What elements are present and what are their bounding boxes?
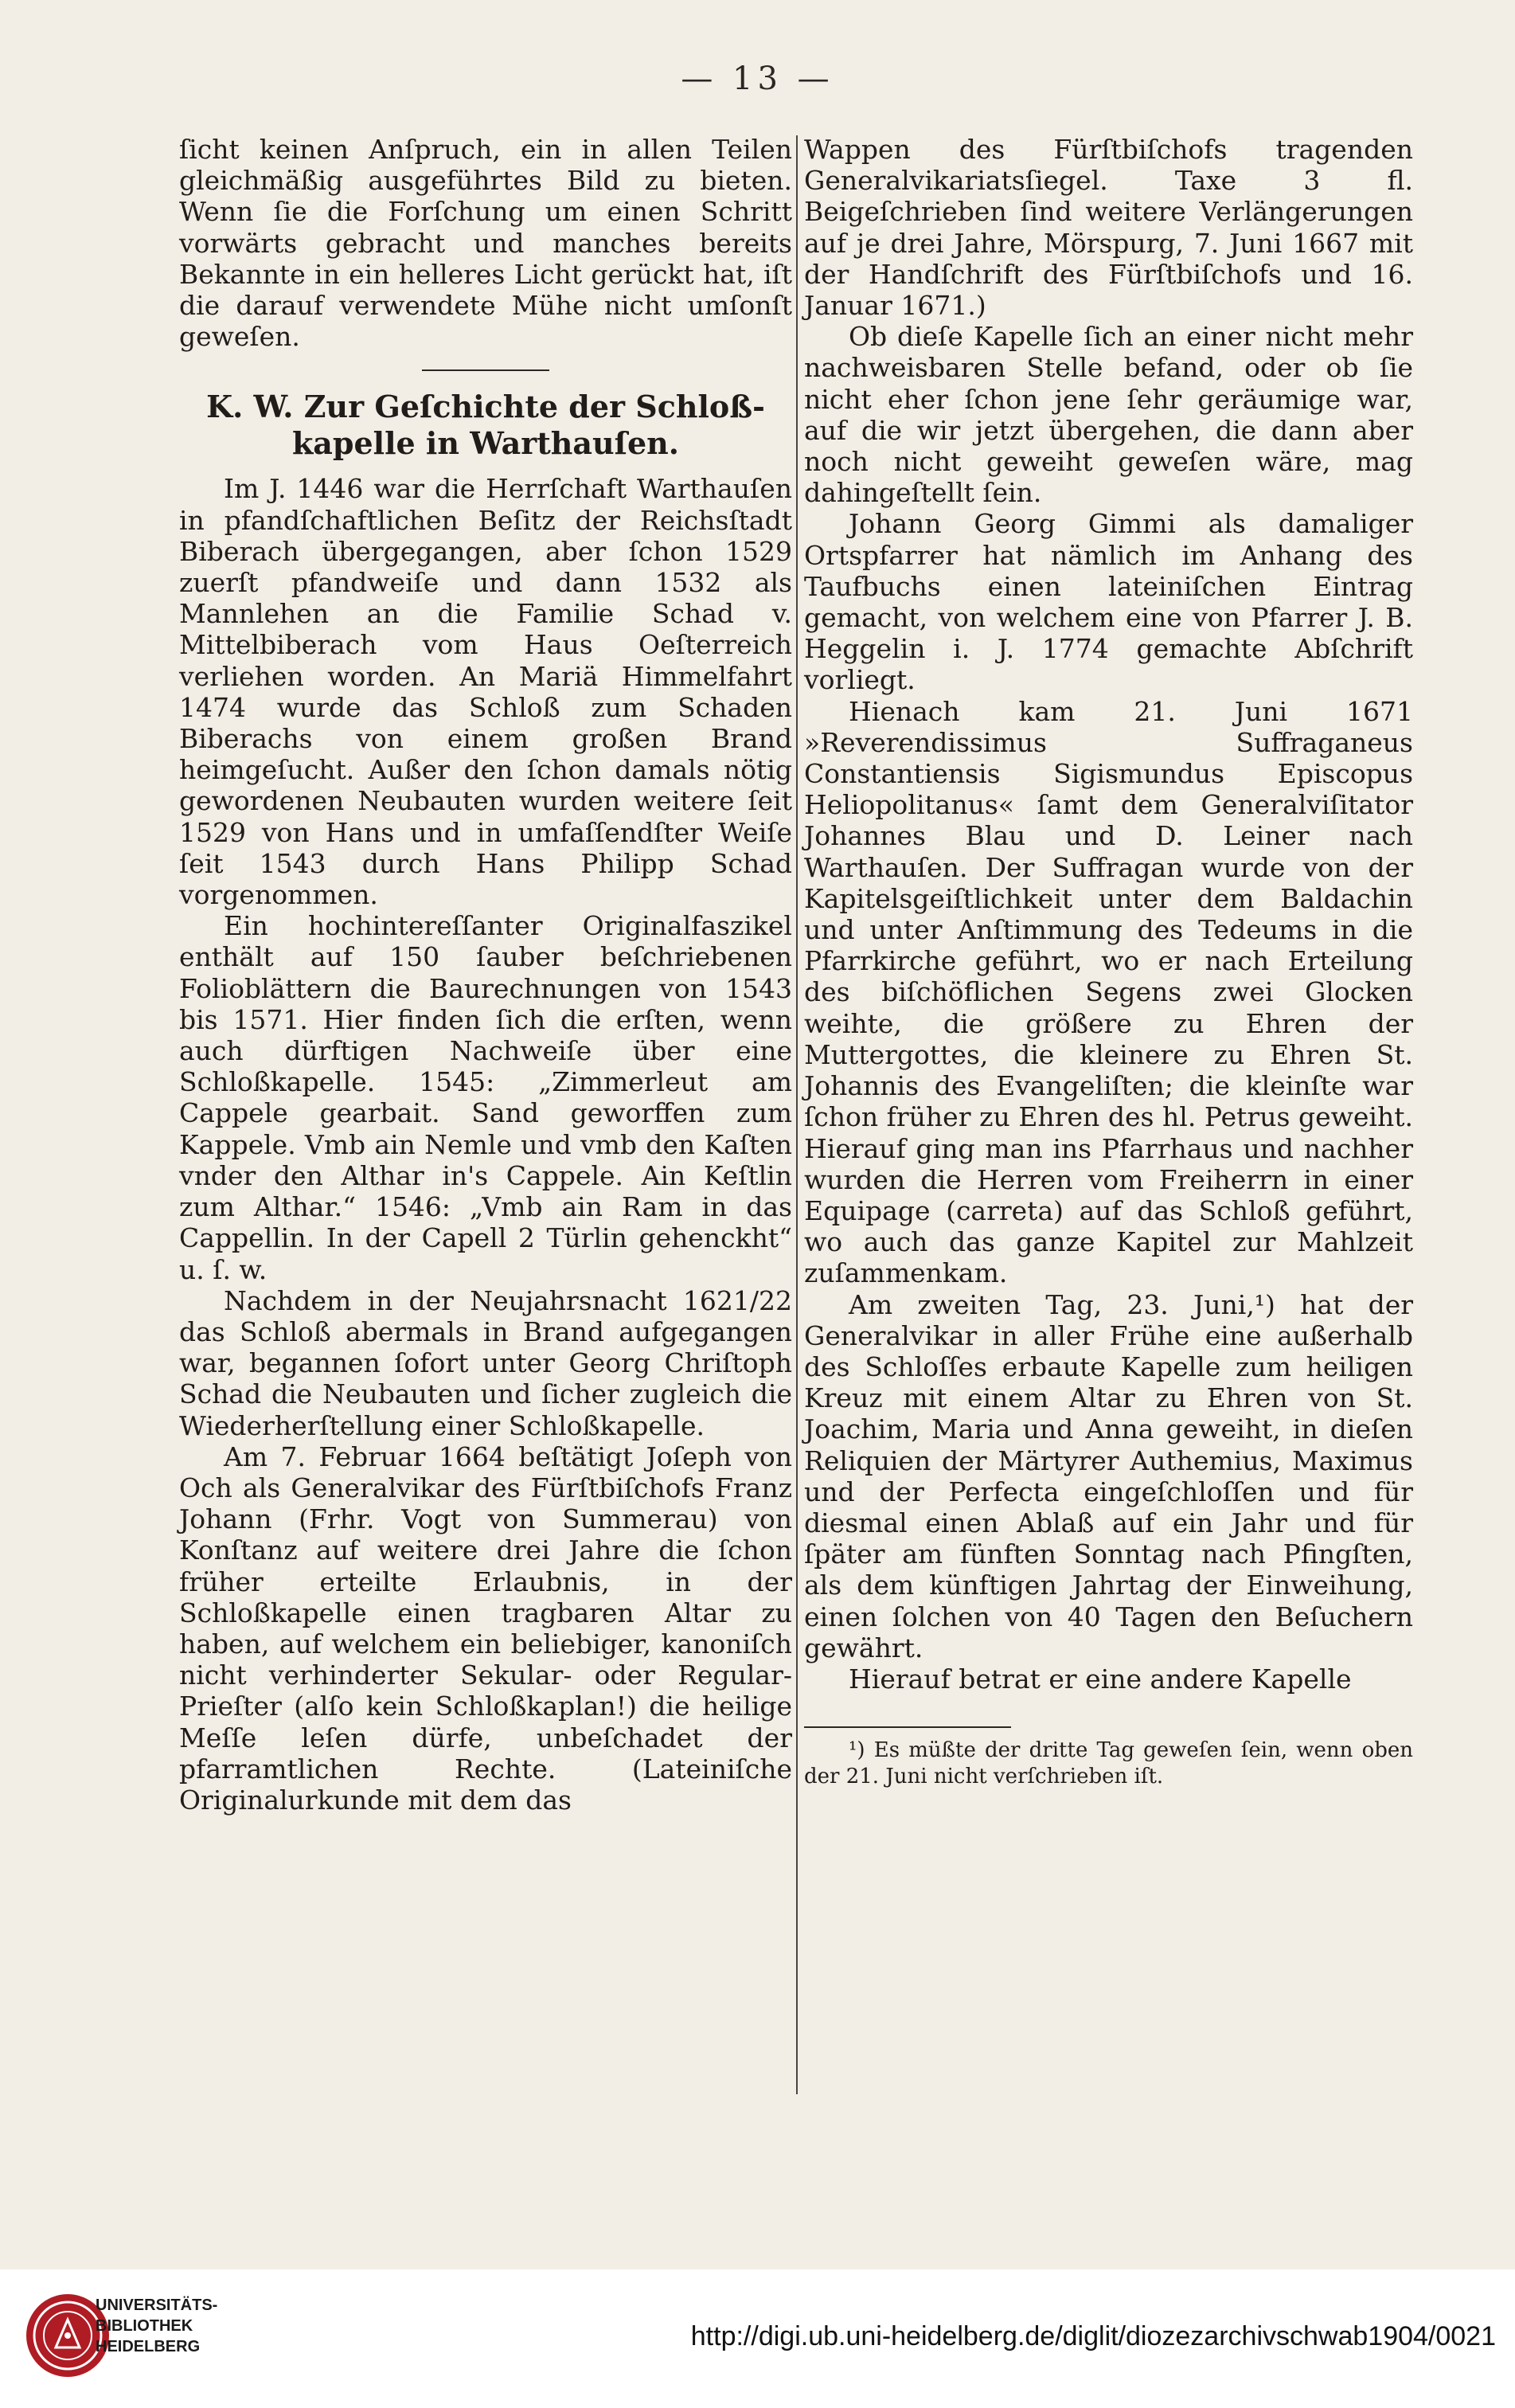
library-name [96,2295,217,2357]
paragraph: Im J. 1446 war die Herrſchaft Warthauſen in pfandſchaftlichen Beſitz der Reichsſtadt Biberach übergegangen, aber ſchon 1529 zuerſt pfandweiſe und dann 1532 als Mannlehen an die Familie Schad v. Mittelbiberach vom Haus Oeſterreich verliehen worden. An Mariä Himmelfahrt 1474 wurde das Schloß zum Schaden Biberachs von einem großen Brand heimgeſucht. Außer den ſchon damals nötig gewordenen Neubauten wurden weitere ſeit 1529 von Hans und in umfaſſendſter Weiſe ſeit 1543 durch Hans Philipp Schad vorgenommen. [179,473,792,911]
column-divider [796,135,798,2094]
paragraph: Am zweiten Tag, 23. Juni,¹) hat der Generalvikar in aller Frühe eine außerhalb des Schloſſes erbaute Kapelle zum heiligen Kreuz mit einem Altar zu Ehren von St. Joachim, Maria und Anna geweiht, in dieſen Reliquien der Märtyrer Authemius, Maximus und der Perfecta eingeſchloſſen und für diesmal einen Ablaß auf ein Jahr und für ſpäter am fünften Sonntag nach Pfingſten, als dem künftigen Jahrtag der Einweihung, einen ſolchen von 40 Tagen den Beſuchern gewährt. [804,1288,1413,1663]
library-name-line: HEIDELBERG [96,2338,201,2355]
right-column [804,134,1413,1790]
heading-line-2: kapelle in Warthauſen. [291,425,680,462]
source-url-link[interactable]: http://digi.ub.uni-heidelberg.de/diglit/diozezarchivschwab1904/0021 [690,2321,1496,2351]
library-name-line: BIBLIOTHEK [96,2317,193,2335]
paragraph: Ob dieſe Kapelle ſich an einer nicht mehr nachweisbaren Stelle befand, oder ob ſie nicht eher ſchon jene ſehr geräumige war, auf die wir jetzt übergehen, die dann aber noch nicht geweiht geweſen wäre, mag dahingeſtellt ſein. [804,321,1413,509]
paragraph: Am 7. Februar 1664 beſtätigt Joſeph von Och als Generalvikar des Fürſtbiſchofs Franz Johann (Frhr. Vogt von Summerau) von Konſtanz auf weitere drei Jahre die ſchon früher erteilte Erlaubnis, in der Schloßkapelle einen tragbaren Altar zu haben, auf welchem ein beliebiger, kanoniſch nicht verhinderter Sekular- oder Regular-Prieſter (alſo kein Schloßkaplan!) die heilige Meſſe leſen dürfe, unbeſchadet der pfarramtlichen Rechte. (Lateiniſche Originalurkunde mit dem das [179,1440,792,1816]
section-divider [422,369,549,371]
paragraph: Nachdem in der Neujahrsnacht 1621/22 das Schloß abermals in Brand aufgegangen war, begannen ſofort unter Georg Chriſtoph Schad die Neubauten und ſicher zugleich die Wiederherſtellung einer Schloßkapelle. [179,1284,792,1441]
footnote-rule [804,1726,1011,1728]
intro-paragraph: ſicht keinen Anſpruch, ein in allen Teilen gleichmäßig ausgeführtes Bild zu bieten. Wenn ſie die Forſchung um einen Schritt vorwärts gebracht und manches bereits Bekannte in ein helleres Licht gerückt hat, iſt die darauf verwendete Mühe nicht umſonſt geweſen. [179,134,792,353]
paragraph: Johann Georg Gimmi als damaliger Ortspfarrer hat nämlich im Anhang des Taufbuchs einen lateiniſchen Eintrag gemacht, von welchem eine von Pfarrer J. B. Heggelin i. J. 1774 gemachte Abſchrift vorliegt. [804,508,1413,696]
paragraph: Wappen des Fürſtbiſchofs tragenden Generalvikariatsſiegel. Taxe 3 fl. Beigeſchrieben ſind weitere Verlängerungen auf je drei Jahre, Mörspurg, 7. Juni 1667 mit der Handſchrift des Fürſtbiſchofs und 16. Januar 1671.) [804,134,1413,322]
paragraph: Ein hochintereſſanter Originalfaszikel enthält auf 150 ſauber beſchriebenen Folioblättern die Baurechnungen von 1543 bis 1571. Hier finden ſich die erſten, wenn auch dürftigen Nachweiſe über eine Schloßkapelle. 1545: „Zimmerleut am Cappele gearbait. Sand geworffen zum Kappele. Vmb ain Nemle und vmb den Kaſten vnder den Althar in's Cappele. Ain Keſtlin zum Althar.“ 1546: „Vmb ain Ram in das Cappellin. In der Capell 2 Türlin gehenckht“ u. ſ. w. [179,910,792,1285]
page-number: — 13 — [681,61,834,97]
left-column [179,134,792,1816]
paragraph: Hierauf betrat er eine andere Kapelle [849,1663,1352,1695]
heading-line-1: K. W. Zur Geſchichte der Schloß- [206,389,765,425]
article-heading [179,389,792,462]
library-name-line: UNIVERSITÄTS- [96,2297,218,2314]
paragraph: Hienach kam 21. Juni 1671 »Reverendissimus Suffraganeus Constantiensis Sigismundus Episcopus Heliopolitanus« ſamt dem Generalviſitator Johannes Blau und D. Leiner nach Warthauſen. Der Suffragan wurde von der Kapitelsgeiſtlichkeit unter dem Baldachin und unter Anſtimmung des Tedeums in die Pfarrkirche geführt, wo er nach Erteilung des biſchöflichen Segens zwei Glocken weihte, die größere zu Ehren der Muttergottes, die kleinere zu Ehren St. Johannis des Evangeliſten; die kleinſte war ſchon früher zu Ehren des hl. Petrus geweiht. Hierauf ging man ins Pfarrhaus und nachher wurden die Herren vom Freiherrn in einer Equipage (carreta) auf das Schloß geführt, wo auch das ganze Kapitel zur Mahlzeit zuſammenkam. [804,695,1413,1289]
footnote: ¹) Es müßte der dritte Tag geweſen ſein, wenn oben der 21. Juni nicht verſchrieben iſt. [804,1738,1413,1789]
